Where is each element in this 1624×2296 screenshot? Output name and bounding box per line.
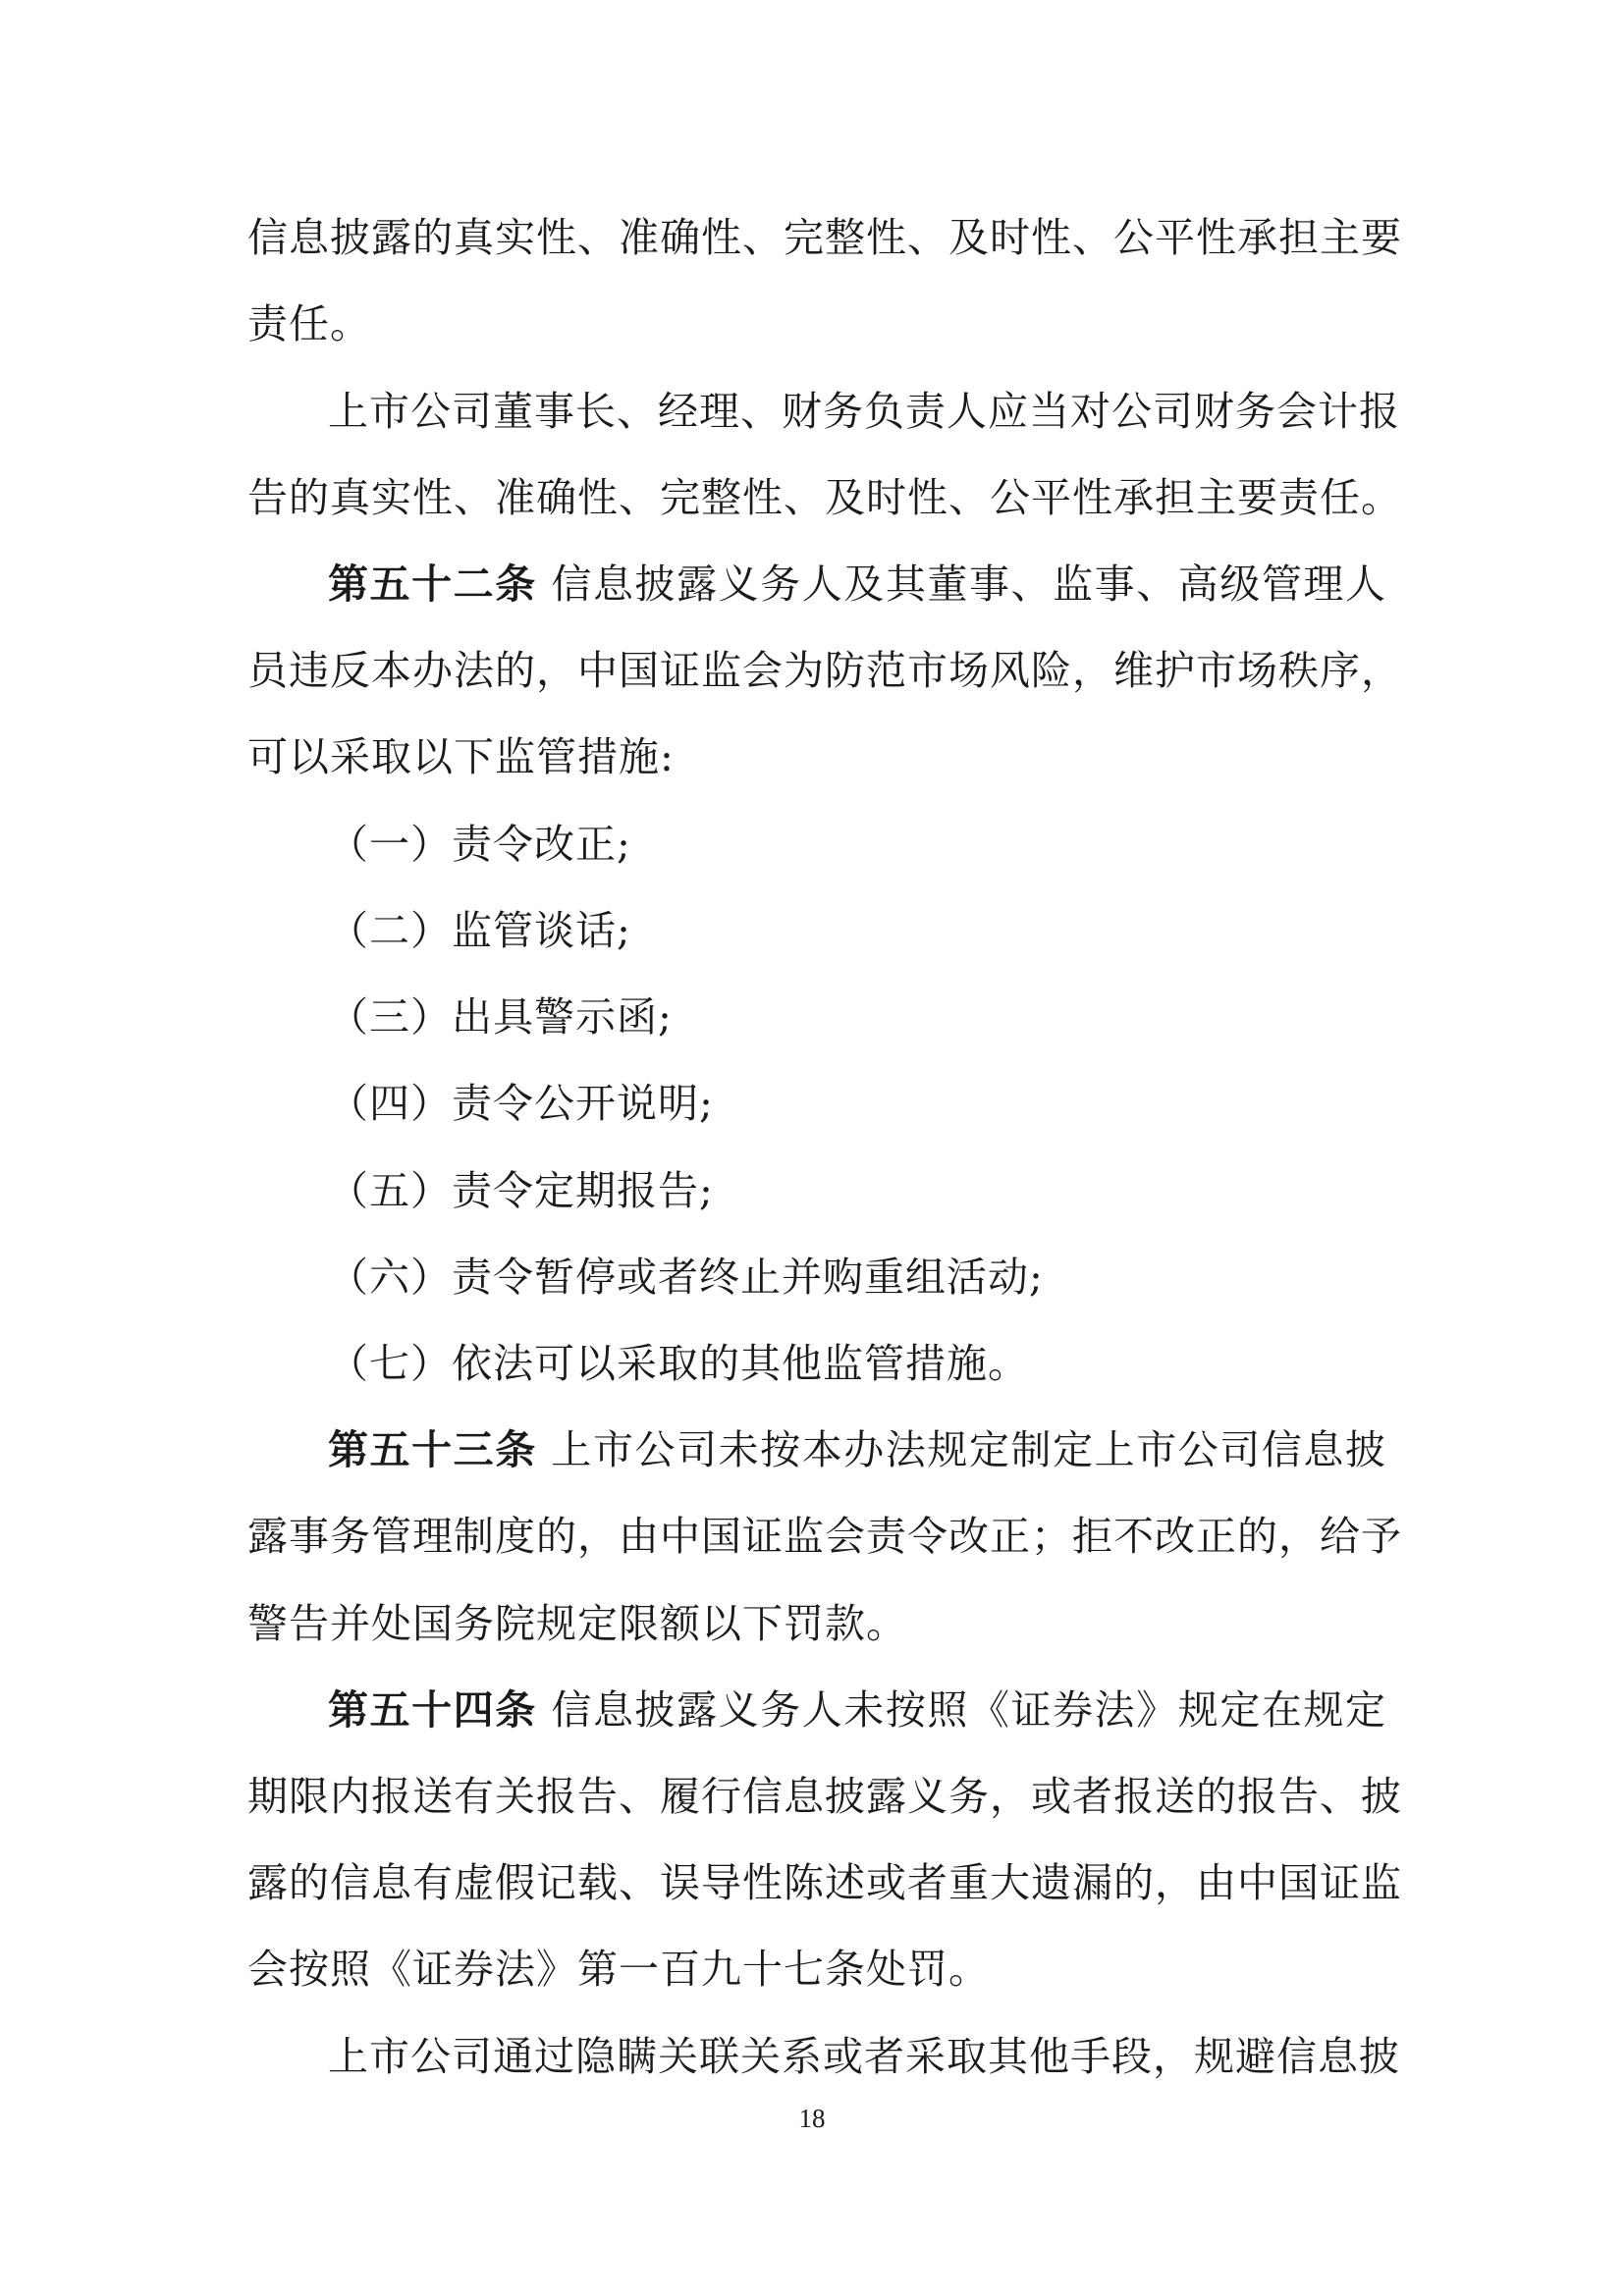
article-heading: 第五十四条 xyxy=(328,1686,537,1734)
article-54-first-line xyxy=(328,1682,1386,1737)
list-item: （四）责令公开说明; xyxy=(328,1080,714,1127)
list-item: （三）出具警示函; xyxy=(328,993,673,1041)
body-text-line: 可以采取以下监管措施: xyxy=(247,733,675,780)
list-item: （一）责令改正; xyxy=(328,821,631,868)
article-heading: 第五十二条 xyxy=(328,561,537,608)
body-text-line: 期限内报送有关报告、履行信息披露义务，或者报送的报告、披 xyxy=(247,1773,1402,1820)
body-text-line: 信息披露的真实性、准确性、完整性、及时性、公平性承担主要 xyxy=(247,214,1402,261)
body-text-line: 上市公司通过隐瞒关联关系或者采取其他手段，规避信息披 xyxy=(328,2033,1400,2080)
page-number: 18 xyxy=(798,2104,826,2133)
body-text-line: 警告并处国务院规定限额以下罚款。 xyxy=(247,1600,907,1647)
body-text-line: 露的信息有虚假记载、误导性陈述或者重大遗漏的，由中国证监 xyxy=(247,1859,1402,1906)
body-text-line: 会按照《证券法》第一百九十七条处罚。 xyxy=(247,1946,990,1993)
body-text-line: 告的真实性、准确性、完整性、及时性、公平性承担主要责任。 xyxy=(247,474,1402,521)
list-item: （七）依法可以采取的其他监管措施。 xyxy=(328,1340,1029,1387)
body-text-line: 责任。 xyxy=(247,300,371,347)
article-text: 上市公司未按本办法规定制定上市公司信息披 xyxy=(551,1426,1386,1473)
body-text-line: 员违反本办法的，中国证监会为防范市场风险，维护市场秩序， xyxy=(247,647,1402,694)
article-53-first-line xyxy=(328,1422,1386,1477)
article-heading: 第五十三条 xyxy=(328,1426,537,1473)
body-text-line: 露事务管理制度的，由中国证监会责令改正；拒不改正的，给予 xyxy=(247,1513,1402,1560)
list-item: （二）监管谈话; xyxy=(328,907,631,954)
list-item: （五）责令定期报告; xyxy=(328,1167,714,1214)
article-text: 信息披露义务人及其董事、监事、高级管理人 xyxy=(551,561,1386,608)
article-text: 信息披露义务人未按照《证券法》规定在规定 xyxy=(551,1686,1386,1734)
list-item: （六）责令暂停或者终止并购重组活动; xyxy=(328,1254,1044,1301)
article-52-first-line xyxy=(328,557,1386,612)
body-text-line: 上市公司董事长、经理、财务负责人应当对公司财务会计报 xyxy=(328,388,1400,435)
